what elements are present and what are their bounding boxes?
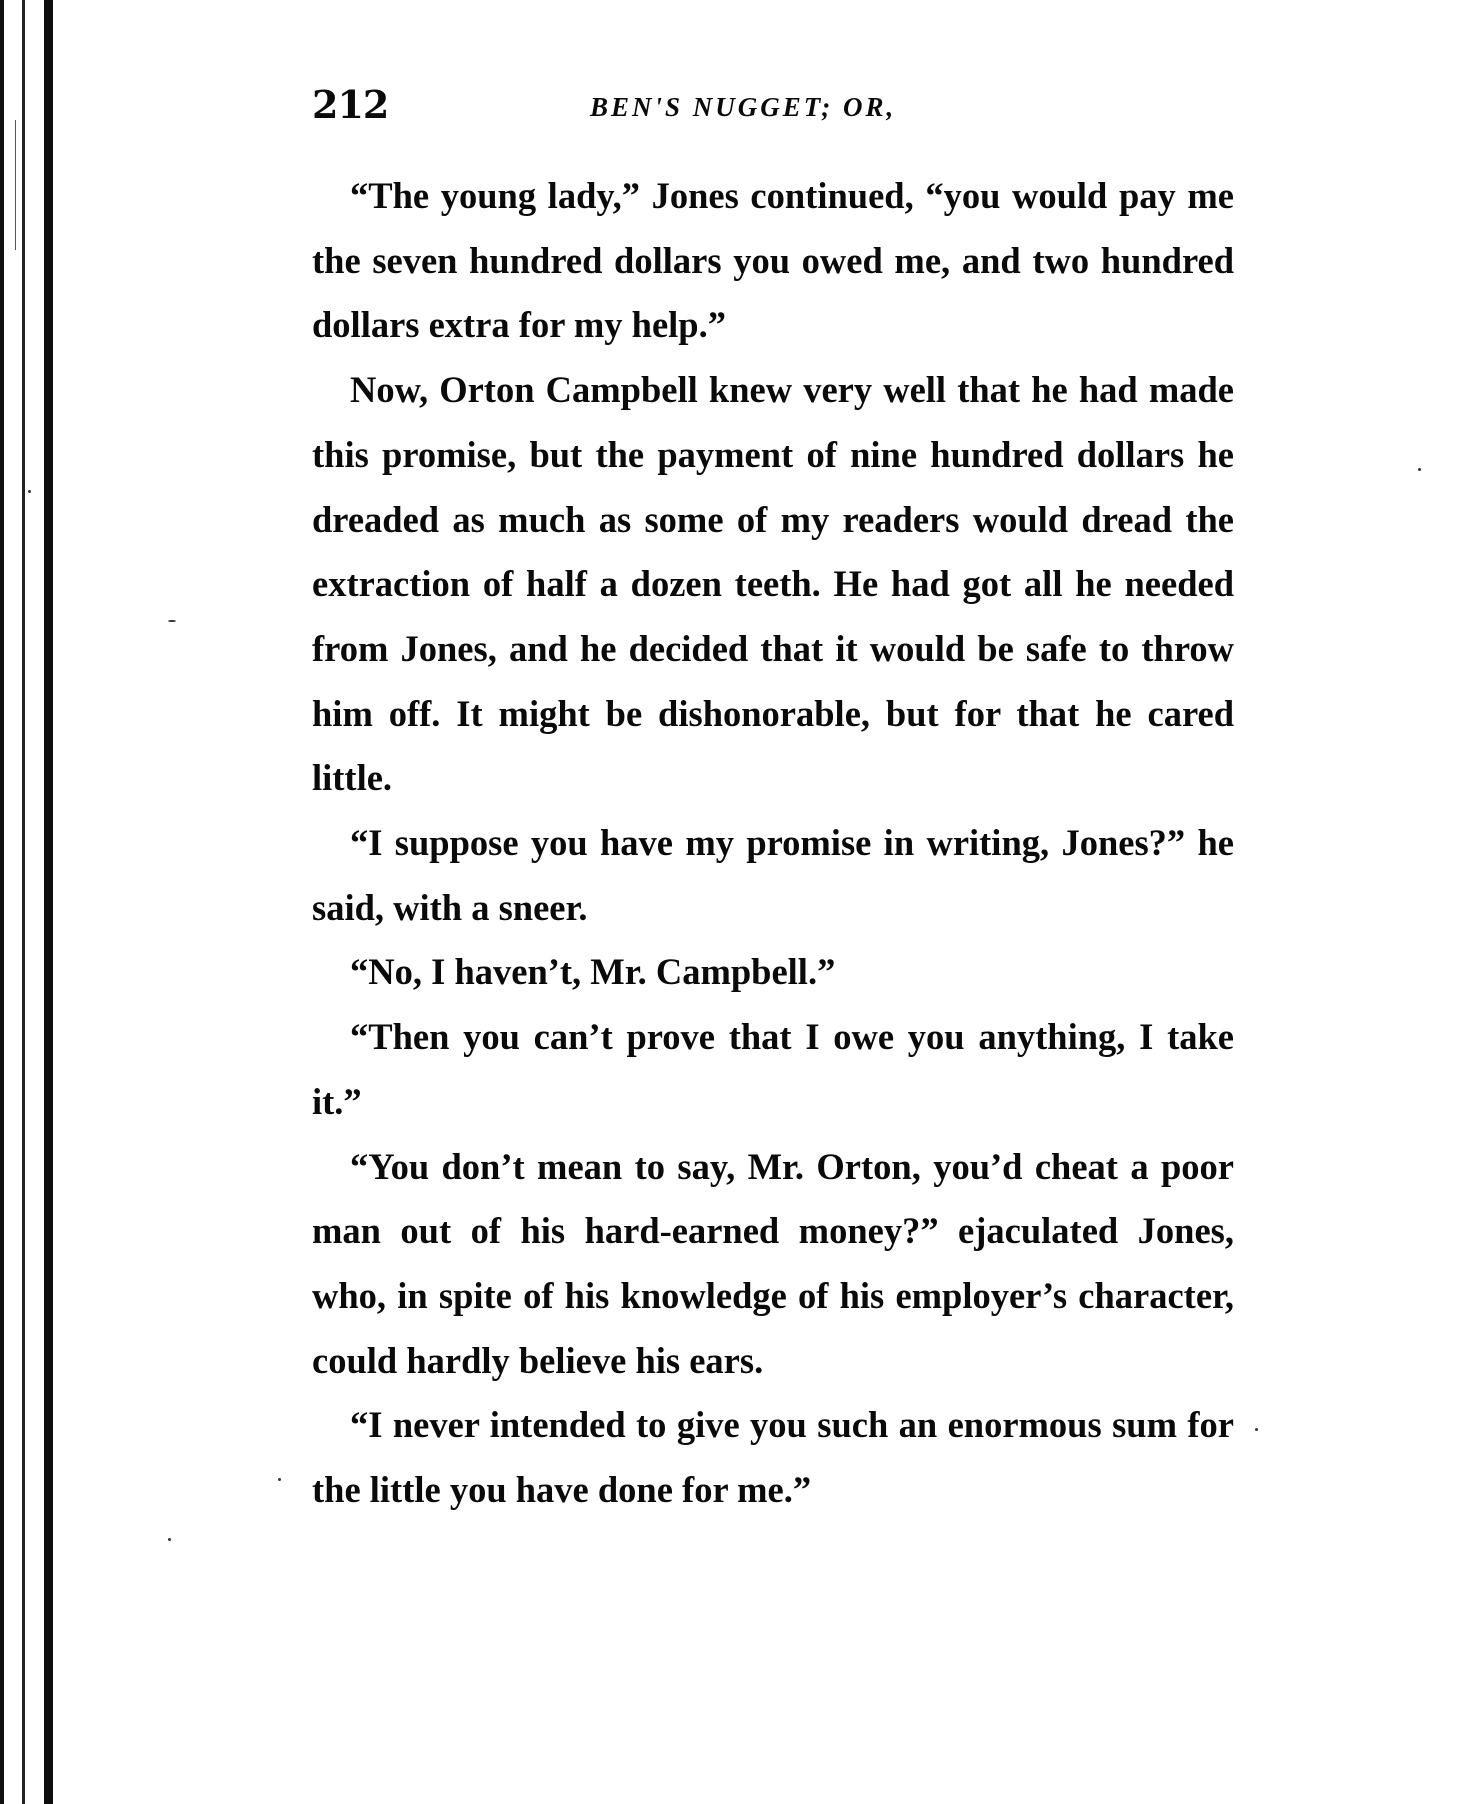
paragraph: “You don’t mean to say, Mr. Orton, you’d cheat a poor man out of his hard-earned money?” ejaculated Jones, who, in spite of his knowledge of his employer’s character, could hardly believe his ears. — [312, 1145, 1234, 1381]
paragraph: Now, Orton Campbell knew very well that he had made this promise, but the payment of nine hundred dollars he dreaded as much as some of my readers would dread the extraction of half a dozen teeth. He had got all he needed from Jones, and he decided that it would be safe to throw him off. It might be dishonorable, but for that he cared little. — [312, 369, 1234, 799]
paragraph: “I suppose you have my promise in writing, Jones?” he said, with a sneer. — [312, 822, 1234, 928]
page-number: 212 — [312, 82, 389, 127]
paper-speck — [28, 490, 31, 493]
paragraph: “Then you can’t prove that I owe you anything, I take it.” — [312, 1016, 1234, 1122]
paper-speck — [1255, 1428, 1258, 1431]
paragraph: “I never intended to give you such an enormous sum for the little you have done for me.” — [312, 1404, 1234, 1511]
page-binding-edge — [44, 0, 53, 1804]
page-gutter-line — [22, 0, 25, 1804]
paper-speck — [168, 1538, 171, 1541]
page-header — [312, 82, 1232, 138]
paper-speck — [1418, 468, 1421, 471]
paper-speck — [278, 1478, 281, 1481]
body-text — [312, 164, 1234, 1523]
paragraph: “No, I haven’t, Mr. Campbell.” — [350, 951, 836, 993]
paragraph: “The young lady,” Jones continued, “you would pay me the seven hundred dollars you owed me, and two hundred dollars extra for my help.” — [312, 175, 1234, 346]
page-gutter-edge — [0, 0, 4, 1804]
paper-speck — [168, 620, 176, 622]
running-head: BEN'S NUGGET; OR, — [590, 92, 897, 122]
page-gutter-mark — [15, 120, 16, 250]
